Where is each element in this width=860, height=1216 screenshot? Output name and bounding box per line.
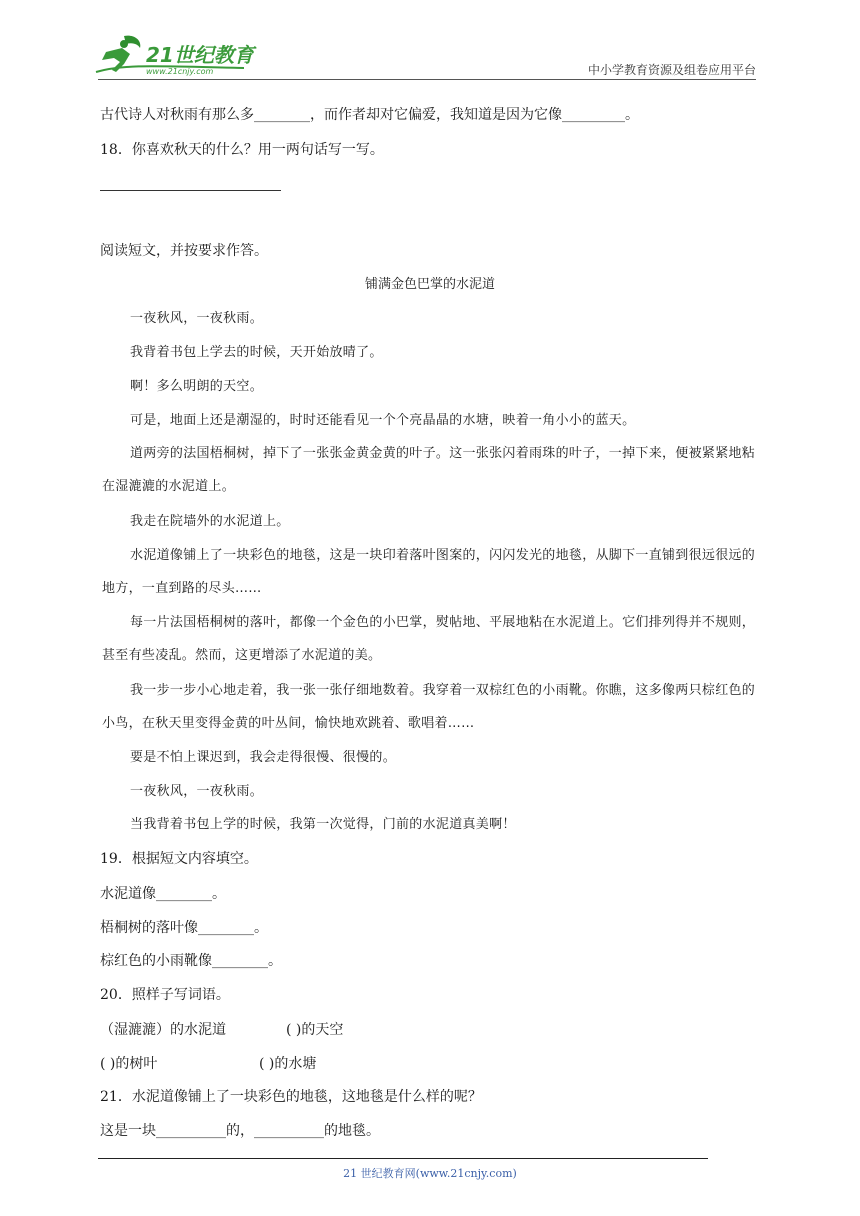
passage-paragraph: 每一片法国梧桐树的落叶，都像一个金色的小巴掌，熨帖地、平展地粘在水泥道上。它们排列得并不规则，甚至有些凌乱。然而，这更增添了水泥道的美。 bbox=[102, 615, 756, 663]
q19-blank-line[interactable]: 梧桐树的落叶像________。 bbox=[100, 920, 268, 936]
passage-paragraph: 要是不怕上课迟到，我会走得很慢、很慢的。 bbox=[130, 750, 397, 765]
passage-paragraph: 可是，地面上还是潮湿的，时时还能看见一个个亮晶晶的水塘，映着一角小小的蓝天。 bbox=[130, 413, 636, 428]
passage-paragraph: 当我背着书包上学的时候，我第一次觉得，门前的水泥道真美啊！ bbox=[130, 817, 516, 832]
passage-title: 铺满金色巴掌的水泥道 bbox=[364, 277, 495, 292]
passage-paragraph: 水泥道像铺上了一块彩色的地毯，这是一块印着落叶图案的，闪闪发光的地毯，从脚下一直铺到很远很远的地方，一直到路的尽头…… bbox=[102, 548, 756, 596]
footer-text: 21 世纪教育网(www.21cnjy.com) bbox=[343, 1167, 517, 1180]
platform-label: 中小学教育资源及组卷应用平台 bbox=[587, 63, 756, 77]
passage-paragraph: 一夜秋风，一夜秋雨。 bbox=[130, 311, 264, 326]
passage-paragraph: 我走在院墙外的水泥道上。 bbox=[130, 514, 290, 529]
q19-blank-line[interactable]: 棕红色的小雨靴像________。 bbox=[100, 953, 282, 969]
passage-paragraph: 道两旁的法国梧桐树，掉下了一张张金黄金黄的叶子。这一张张闪着雨珠的叶子，一掉下来，便被紧紧地粘在湿漉漉的水泥道上。 bbox=[102, 446, 756, 494]
q21-blank-line[interactable]: 这是一块__________的，__________的地毯。 bbox=[100, 1123, 380, 1139]
q20-example: （湿漉漉）的水泥道 bbox=[100, 1022, 226, 1038]
q20-title: 20．照样子写词语。 bbox=[100, 987, 230, 1003]
q17-line: 古代诗人对秋雨有那么多________，而作者却对它偏爱，我知道是因为它像_________。 bbox=[100, 107, 639, 123]
q21-title: 21．水泥道像铺上了一块彩色的地毯，这地毯是什么样的呢？ bbox=[100, 1089, 482, 1105]
q20-blank-item[interactable]: ( )的树叶 bbox=[100, 1056, 158, 1072]
q18-answer-line[interactable] bbox=[100, 190, 281, 191]
reading-instruction: 阅读短文，并按要求作答。 bbox=[100, 243, 268, 259]
q20-blank-item[interactable]: ( )的天空 bbox=[286, 1022, 344, 1038]
header-rule bbox=[98, 79, 756, 80]
q20-blank-item[interactable]: ( )的水塘 bbox=[259, 1056, 317, 1072]
q18-title: 18．你喜欢秋天的什么？用一两句话写一写。 bbox=[100, 142, 384, 158]
q19-blank-line[interactable]: 水泥道像________。 bbox=[100, 886, 226, 902]
svg-text:www.21cnjy.com: www.21cnjy.com bbox=[146, 67, 214, 76]
site-logo bbox=[94, 34, 264, 78]
runner-logo-icon bbox=[94, 34, 264, 78]
q19-title: 19．根据短文内容填空。 bbox=[100, 851, 258, 867]
passage-paragraph: 我背着书包上学去的时候，天开始放晴了。 bbox=[130, 345, 383, 360]
svg-text:21世纪教育: 21世纪教育 bbox=[146, 43, 254, 67]
passage-paragraph: 一夜秋风，一夜秋雨。 bbox=[130, 784, 264, 799]
footer-rule bbox=[98, 1158, 708, 1159]
passage-paragraph: 我一步一步小心地走着，我一张一张仔细地数着。我穿着一双棕红色的小雨靴。你瞧，这多像两只棕红色的小鸟，在秋天里变得金黄的叶丛间，愉快地欢跳着、歌唱着…… bbox=[102, 683, 756, 731]
passage-paragraph: 啊！多么明朗的天空。 bbox=[130, 379, 264, 394]
